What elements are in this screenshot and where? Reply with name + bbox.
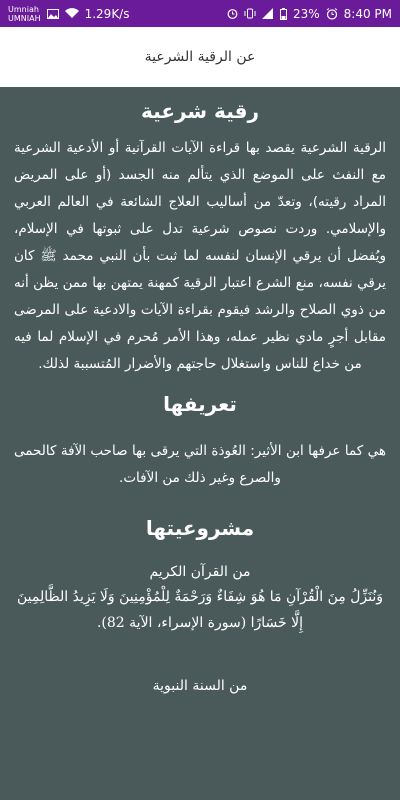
carrier-line1: Umniah [8, 4, 39, 14]
quran-verse: وَنُنَزِّلُ مِنَ الْقُرْآنِ مَا هُوَ شِفَاءٌ وَرَحْمَةٌ لِلْمُؤْمِنِينَ وَلَا يَزِيدُ الظَّالِمِينَ إِلَّا خَسَارًا (سورة الإسراء، الآية 82). [17, 589, 383, 631]
battery-percent: 23% [292, 6, 320, 21]
vibrate-icon [244, 8, 256, 19]
subheading: من القرآن الكريم [149, 564, 251, 580]
wifi-icon [65, 8, 79, 19]
article-content[interactable] [0, 87, 400, 800]
alarm-clock-icon [326, 8, 338, 20]
app-bar [0, 27, 400, 87]
carrier-label [8, 5, 41, 23]
section-body: الرقية الشرعية يقصد بها قراءة الآيات القرآنية أو الأدعية الشرعية مع النفث على الموضع الذي يتألم منه الجسد (أو على المريض المراد رقيته)، وتعدّ من أساليب العلاج الشائعة في العالم العربي والإسلامي. وردت نصوص شرعية تدل على ثبوتها في الإسلام، ويُفضل أن يرقي الإنسان لنفسه لما ثبت بأن النبي محمد ﷺ كان يرقي نفسه، منع الشرع اعتبار الرقية كمهنة يمتهن بها ممن يظن أنه من ذوي الصلاح والرشد فيقوم بقراءة الآيات والادعية على المرضى مقابل أجرٍ مادي نظير عمله، وهذا الأمر مُحرم في الإسلام لما فيه من خداع للناس واستغلال حاجتهم والأضرار المُتسببة لذلك. [14, 140, 386, 372]
battery-icon [280, 8, 287, 20]
status-left [8, 5, 129, 23]
page-title: عن الرقية الشرعية [144, 49, 256, 65]
section-title: تعريفها [163, 392, 237, 416]
status-right [227, 7, 392, 21]
carrier-line2: UMNIAH [8, 13, 41, 23]
signal-icon [262, 8, 274, 19]
subheading: من السنة النبوية [152, 678, 248, 694]
alarm-icon [227, 8, 238, 19]
section-title: مشروعيتها [145, 516, 255, 540]
net-speed: 1.29K/s [84, 6, 130, 21]
section-title: رقية شرعية [141, 99, 259, 123]
gallery-icon [47, 9, 59, 19]
status-bar [0, 0, 400, 27]
section-body: هي كما عرفها ابن الأثير: العُوذة التي يرقى بها صاحب الآفة كالحمى والصرع وغير ذلك من الآفات. [14, 443, 386, 486]
clock: 8:40 PM [343, 6, 392, 21]
